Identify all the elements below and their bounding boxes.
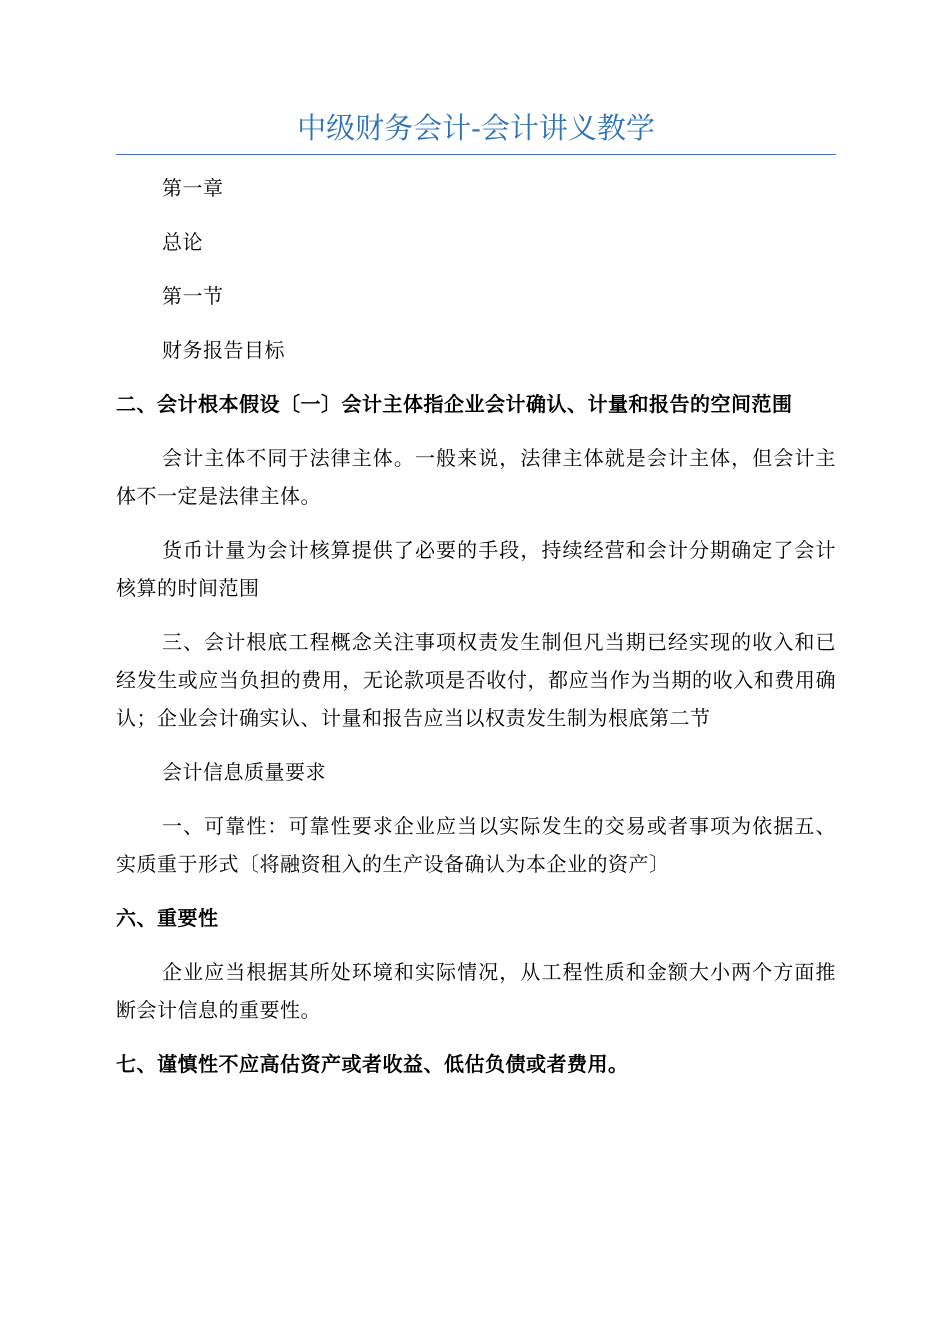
bold-heading-assumptions: 二、会计根本假设〔一〕会计主体指企业会计确认、计量和报告的空间范围 bbox=[116, 392, 793, 416]
paragraph-reliability: 一、可靠性：可靠性要求企业应当以实际发生的交易或者事项为依据五、实质重于形式〔将融资租入的生产设备确认为本企业的资产〕 bbox=[116, 814, 836, 876]
chapter-title: 总论 bbox=[162, 230, 203, 254]
bold-heading-materiality: 六、重要性 bbox=[116, 906, 219, 930]
document-page bbox=[116, 108, 836, 1099]
paragraph-accrual-basis: 三、会计根底工程概念关注事项权责发生制但凡当期已经实现的收入和已经发生或应当负担的费用，无论款项是否收付，都应当作为当期的收入和费用确认；企业会计确实认、计量和报告应当以权责发生制为根底第二节 bbox=[116, 630, 836, 730]
section-title: 财务报告目标 bbox=[162, 338, 285, 362]
paragraph-materiality: 企业应当根据其所处环境和实际情况，从工程性质和金额大小两个方面推断会计信息的重要性。 bbox=[116, 960, 836, 1022]
bold-heading-prudence: 七、谨慎性不应高估资产或者收益、低估负债或者费用。 bbox=[116, 1052, 629, 1076]
chapter-heading: 第一章 bbox=[162, 176, 224, 200]
paragraph-monetary-measurement: 货币计量为会计核算提供了必要的手段，持续经营和会计分期确定了会计核算的时间范围 bbox=[116, 538, 836, 600]
document-title: 中级财务会计-会计讲义教学 bbox=[116, 108, 836, 155]
paragraph-accounting-entity: 会计主体不同于法律主体。一般来说，法律主体就是会计主体，但会计主体不一定是法律主体。 bbox=[116, 446, 836, 508]
section-title-quality: 会计信息质量要求 bbox=[162, 760, 326, 784]
section-heading: 第一节 bbox=[162, 284, 224, 308]
